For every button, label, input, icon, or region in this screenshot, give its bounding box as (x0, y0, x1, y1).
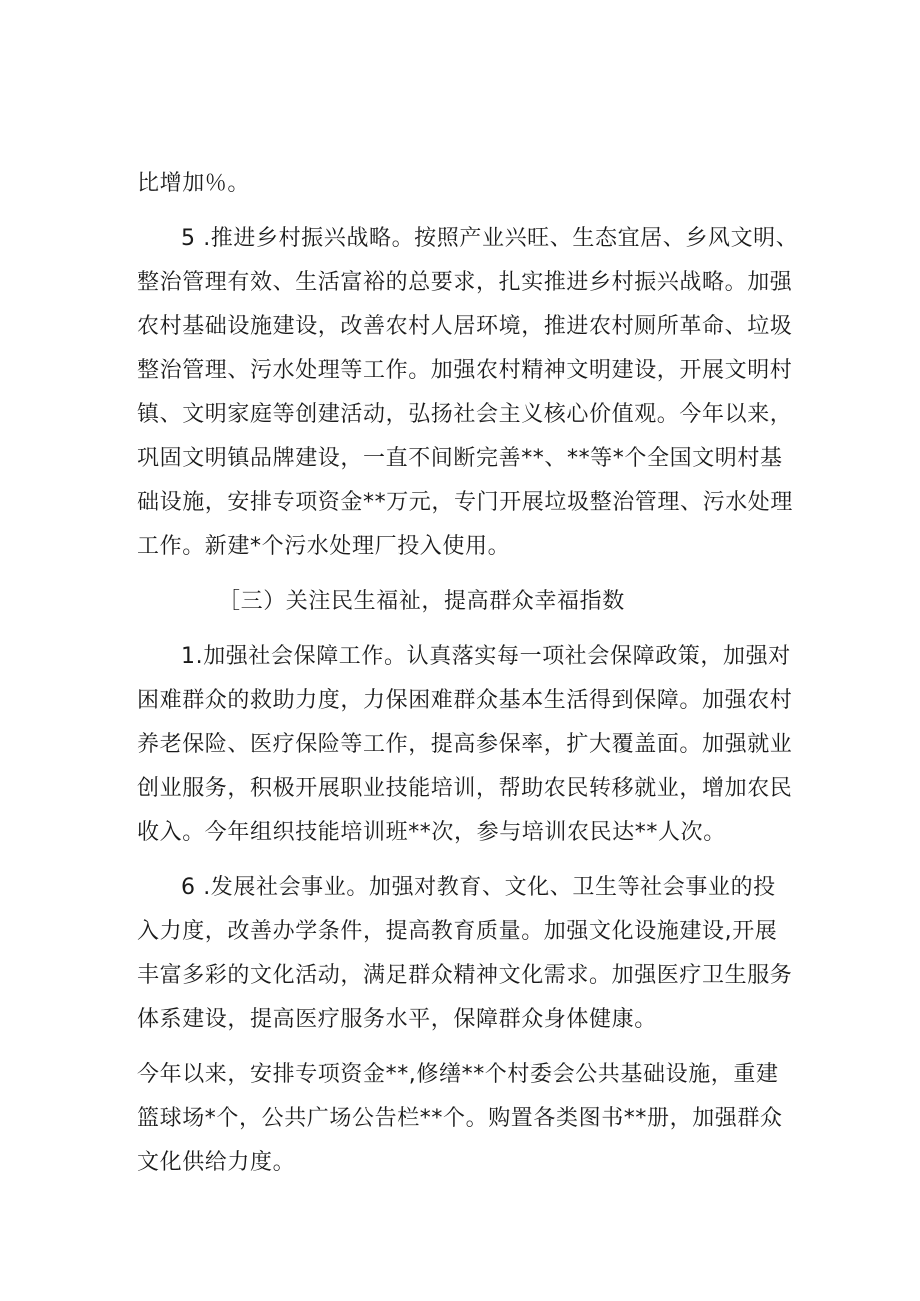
paragraph-line: 镇、文明家庭等创建活动，弘扬社会主义核心价值观。今年以来， (137, 402, 793, 427)
paragraph-line: 入力度，改善办学条件，提高教育质量。加强文化设施建设,开展 (137, 919, 778, 944)
paragraph-line: 体系建设，提高医疗服务水平，保障群众身体健康。 (137, 1007, 657, 1032)
paragraph-line: 创业服务，积极开展职业技能培训，帮助农民转移就业，增加农民 (137, 776, 793, 801)
paragraph-line: 整治管理有效、生活富裕的总要求，扎实推进乡村振兴战略。加强 (137, 270, 793, 295)
paragraph-line: 农村基础设施建设，改善农村人居环境，推进农村厕所革命、垃圾 (137, 314, 793, 339)
paragraph-line: 础设施，安排专项资金**万元，专门开展垃圾整治管理、污水处理 (137, 490, 794, 515)
paragraph-line: 丰富多彩的文化活动，满足群众精神文化需求。加强医疗卫生服务 (137, 963, 793, 988)
paragraph-continuation-line: 比增加％。 (137, 171, 251, 196)
paragraph-line: 巩固文明镇品牌建设，一直不间断完善**、**等*个全国文明村基 (137, 446, 783, 471)
paragraph-line: 文化供给力度。 (137, 1150, 296, 1175)
paragraph-line: 整治管理、污水处理等工作。加强农村精神文明建设，开展文明村 (137, 358, 793, 383)
paragraph-line: 5 .推进乡村振兴战略。按照产业兴旺、生态宜居、乡风文明、 (181, 226, 799, 251)
section-heading: ［三）关注民生福祉，提高群众幸福指数 (218, 589, 625, 614)
paragraph-line: 工作。新建*个污水处理厂投入使用。 (137, 534, 511, 559)
paragraph-line: 6 .发展社会事业。加强对教育、文化、卫生等社会事业的投 (181, 875, 776, 900)
paragraph-line: 困难群众的救助力度，力保困难群众基本生活得到保障。加强农村 (137, 688, 793, 713)
paragraph-line: 收入。今年组织技能培训班**次，参与培训农民达**人次。 (137, 820, 726, 845)
paragraph-line: 今年以来，安排专项资金**,修缮**个村委会公共基础设施，重建 (137, 1062, 779, 1087)
paragraph-line: 养老保险、医疗保险等工作，提高参保率，扩大覆盖面。加强就业 (137, 732, 793, 757)
paragraph-line: 1.加强社会保障工作。认真落实每一项社会保障政策，加强对 (181, 644, 791, 669)
paragraph-line: 篮球场*个，公共广场公告栏**个。购置各类图书**册，加强群众 (137, 1106, 783, 1131)
